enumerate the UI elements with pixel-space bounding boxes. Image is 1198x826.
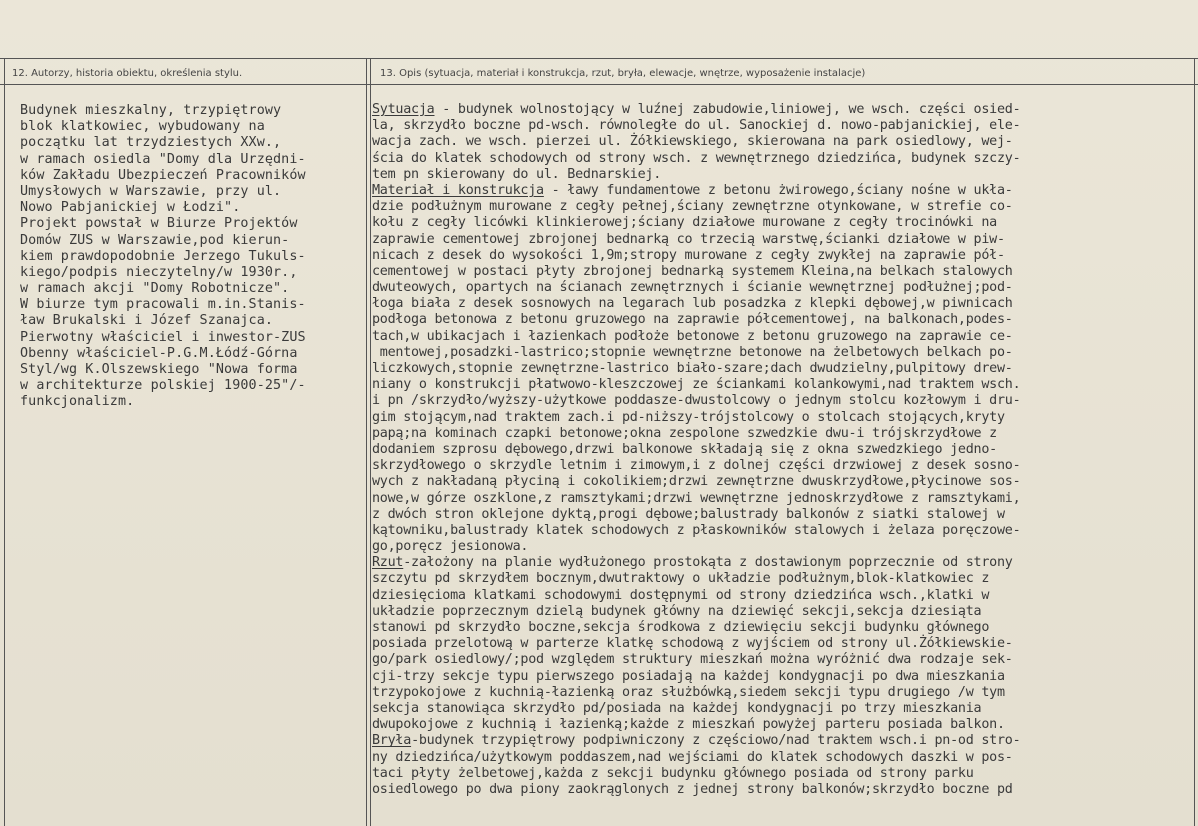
text-line — [372, 345, 1192, 361]
line-text: - budynek wolnostojący w luźnej zabudowie,liniowej, we wsch. części osied- — [434, 102, 1021, 117]
line-text: nowe,w górze oszklone,z ramsztykami;drzwi wewnętrzne jednoskrzydłowe z ramsztykami, — [372, 490, 1021, 506]
right-border — [1194, 58, 1195, 826]
line-text: trzypokojowe z kuchnią-łazienką oraz służbówką,siedem sekcji typu drugiego /w tym — [372, 684, 1005, 700]
section-12-header: 12. Autorzy, historia obiektu, określenia stylu. — [12, 68, 243, 79]
text-line — [372, 167, 1192, 183]
line-text: dzie podłużnym murowane z cegły pełnej,ściany zewnętrzne otynkowane, w strefie co- — [372, 199, 1013, 215]
section-label: Sytuacja — [372, 102, 435, 117]
text-line: w architekturze polskiej 1900-25"/- — [20, 378, 306, 394]
line-text: dwupokojowe z kuchnią i łazienką;każde z mieszkań powyżej parteru posiada balkon. — [372, 717, 1005, 733]
section-label: Bryła — [372, 733, 412, 749]
line-text: sekcja stanowiąca skrzydło pd/posiada na każdej kondygnacji po trzy mieszkania — [372, 700, 982, 716]
line-text: wacja zach. we wsch. pierzei ul. Żółkiewskiego, skierowana na park osiedlowy, wej- — [372, 134, 1013, 150]
text-line — [372, 393, 1192, 409]
text-line — [372, 426, 1192, 442]
text-line — [372, 215, 1192, 231]
text-line — [372, 588, 1192, 604]
text-line: w ramach akcji "Domy Robotnicze". — [20, 281, 290, 297]
header-rule — [0, 84, 1198, 85]
line-text: go,poręcz jesionowa. — [372, 539, 529, 555]
text-line — [372, 782, 1192, 798]
top-rule — [0, 58, 1198, 59]
left-border — [4, 58, 5, 826]
text-line — [372, 555, 1192, 571]
text-line — [372, 652, 1192, 668]
line-text: go/park osiedlowy/;pod względem struktury mieszkań można wyróżnić dwa rodzaje sek- — [372, 652, 1013, 668]
text-line — [372, 701, 1192, 717]
text-line — [372, 507, 1192, 523]
text-line — [372, 523, 1192, 539]
text-line — [372, 102, 1192, 118]
text-line — [372, 232, 1192, 248]
line-text: liczkowych,stopnie zewnętrzne-lastrico biało-szare;dach dwudzielny,pulpitowy drew- — [372, 361, 1013, 376]
text-line — [372, 151, 1192, 167]
text-line — [372, 296, 1192, 312]
column-divider — [366, 58, 367, 826]
text-line: Nowo Pabjanickiej w Łodzi". — [20, 200, 241, 216]
line-text: posiada przelotową w parterze klatkę schodową z wyjściem od strony ul.Żółkiewskie- — [372, 636, 1013, 652]
line-text: dziesięcioma klatkami schodowymi dostępnymi od strony dziedzińca wsch.,klatki w — [372, 587, 990, 603]
text-line — [372, 442, 1192, 458]
text-line: W biurze tym pracowali m.in.Stanis- — [20, 297, 306, 313]
line-text: cementowej w postaci płyty zbrojonej bednarką systemem Kleina,na belkach stalowych — [372, 263, 1013, 279]
column-divider-inner — [370, 58, 371, 826]
line-text: z dwóch stron oklejone dyktą,progi dębowe;balustrady balkonów z siatki stalowej w — [372, 506, 1005, 522]
line-text: zaprawie cementowej zbrojonej bednarką co trzecią warstwę,ścianki działowe w piw- — [372, 231, 1005, 247]
line-text: dwuteowych, opartych na ścianach zewnętrznych i ścianie wewnętrznej podłużnej;pod- — [372, 280, 1013, 296]
line-text: szczytu pd skrzydłem bocznym,dwutraktowy o układzie podłużnym,blok-klatkowiec z — [372, 571, 990, 587]
text-line — [372, 118, 1192, 134]
text-line — [372, 458, 1192, 474]
text-line — [372, 474, 1192, 490]
line-text: cji-trzy sekcje typu pierwszego posiadają na każdej kondygnacji po dwa mieszkania — [372, 668, 1005, 684]
line-text: -budynek trzypiętrowy podpiwniczony z częściowo/nad traktem wsch.i pn-od stro- — [411, 733, 1021, 749]
line-text: skrzydłowego o skrzydle letnim i zimowym,i z dolnej części drzwiowej z desek sosno- — [372, 458, 1021, 474]
text-line: początku lat trzydziestych XXw., — [20, 135, 282, 151]
text-line — [372, 361, 1192, 377]
line-text: kołu z cegły licówki klinkierowej;ściany działowe murowane z cegły trocinówki na — [372, 215, 997, 231]
line-text: mentowej,posadzki-lastrico;stopnie wewnętrzne betonowe na żelbetowych belkach po- — [372, 344, 1013, 360]
text-line — [372, 491, 1192, 507]
text-line — [372, 620, 1192, 636]
line-text: - ławy fundamentowe z betonu żwirowego,ściany nośne w ukła- — [543, 182, 1013, 198]
text-line — [372, 410, 1192, 426]
text-line: Pierwotny właściciel i inwestor-ZUS — [20, 329, 306, 345]
line-text: nicach z desek do wysokości 1,9m;stropy murowane z cegły zwykłej na zaprawie pół- — [372, 247, 1005, 263]
text-line — [372, 264, 1192, 280]
text-line — [372, 248, 1192, 264]
text-line: Umysłowych w Warszawie, przy ul. — [20, 183, 282, 199]
line-text: taci płyty żelbetowej,każda z sekcji budynku głównego posiada od strony parku — [372, 765, 974, 781]
text-line — [372, 539, 1192, 555]
text-line — [372, 199, 1192, 215]
text-line: kiego/podpis nieczytelny/w 1930r., — [20, 264, 298, 280]
line-text: tach,w ubikacjach i łazienkach podłoże betonowe z betonu gruzowego na zaprawie ce- — [372, 328, 1013, 344]
authors-history-text — [20, 103, 360, 411]
line-text: podłoga betonowa z betonu gruzowego na zaprawie półcementowej, na balkonach,podes- — [372, 312, 1013, 328]
text-line — [372, 669, 1192, 685]
text-line: Domów ZUS w Warszawie,pod kierun- — [20, 232, 290, 248]
text-line — [372, 685, 1192, 701]
text-line — [372, 312, 1192, 328]
line-text: ny dziedzińca/użytkowym poddaszem,nad wejściami do klatek schodowych daszki w pos- — [372, 749, 1013, 765]
text-line — [372, 329, 1192, 345]
line-text: niany o konstrukcji płatwowo-kleszczowej ze ściankami kolankowymi,nad traktem wsch. — [372, 377, 1021, 393]
text-line: blok klatkowiec, wybudowany na — [20, 119, 265, 135]
line-text: dodaniem szprosu dębowego,drzwi balkonowe składają się z okna szwedzkiego jedno- — [372, 441, 997, 457]
text-line — [372, 717, 1192, 733]
line-text: kątowniku,balustrady klatek schodowych z płaskowników stalowych i żelaza poręczowe- — [372, 522, 1021, 538]
line-text: ścia do klatek schodowych od strony wsch. z wewnętrznego dziedzińca, budynek szczy- — [372, 150, 1021, 166]
line-text: wych z nakładaną płyciną i cokolikiem;drzwi zewnętrzne dwuskrzydłowe,płycinowe sos- — [372, 474, 1021, 490]
line-text: la, skrzydło boczne pd-wsch. równoległe do ul. Sanockiej d. nowo-pabjanickiej, ele- — [372, 118, 1021, 134]
text-line: ków Zakładu Ubezpieczeń Pracowników — [20, 167, 306, 183]
text-line: Styl/wg K.Olszewskiego "Nowa forma — [20, 362, 298, 377]
section-label: Rzut — [372, 555, 404, 571]
section-label: Materiał i konstrukcja — [372, 182, 544, 198]
text-line: Budynek mieszkalny, trzypiętrowy — [20, 103, 282, 118]
text-line — [372, 750, 1192, 766]
line-text: -założony na planie wydłużonego prostokąta z dostawionym poprzecznie od strony — [403, 555, 1013, 571]
text-line — [372, 377, 1192, 393]
text-line — [372, 604, 1192, 620]
text-line: Projekt powstał w Biurze Projektów — [20, 216, 298, 232]
text-line — [372, 280, 1192, 296]
text-line — [372, 636, 1192, 652]
section-13-header: 13. Opis (sytuacja, materiał i konstrukcja, rzut, bryła, elewacje, wnętrze, wyposażenie instalacje) — [380, 68, 866, 79]
line-text: i pn /skrzydło/wyższy-użytkowe poddasze-dwustolcowy o jednym stolcu kozłowym i dru- — [372, 393, 1021, 409]
line-text: łoga biała z desek sosnowych na legarach lub posadzka z klepki dębowej,w piwnicach — [372, 296, 1013, 312]
line-text: tem pn skierowany do ul. Bednarskiej. — [372, 166, 662, 182]
text-line: w ramach osiedla "Domy dla Urzędni- — [20, 151, 306, 167]
description-text — [372, 102, 1192, 798]
text-line — [372, 571, 1192, 587]
text-line — [372, 766, 1192, 782]
text-line — [372, 134, 1192, 150]
line-text: osiedlowego po dwa piony zaokrąglonych z jednej strony balkonów;skrzydło boczne pd — [372, 781, 1013, 797]
line-text: papą;na kominach czapki betonowe;okna zespolone szwedzkie dwu-i trójskrzydłowe z — [372, 425, 997, 441]
text-line — [372, 183, 1192, 199]
line-text: gim stojącym,nad traktem zach.i pd-niższy-trójstolcowy o stolcach stojących,kryty — [372, 409, 1005, 425]
line-text: stanowi pd skrzydło boczne,sekcja środkowa z dziewięciu sekcji budynku głównego — [372, 620, 990, 635]
text-line — [372, 733, 1192, 749]
text-line: kiem prawdopodobnie Jerzego Tukuls- — [20, 248, 306, 264]
text-line: funkcjonalizm. — [20, 394, 135, 410]
text-line: ław Brukalski i Józef Szanajca. — [20, 313, 274, 329]
line-text: układzie poprzecznym dzielą budynek główny na dziewięć sekcji,sekcja dziesiąta — [372, 603, 982, 619]
text-line: Obenny właściciel-P.G.M.Łódź-Górna — [20, 345, 298, 361]
